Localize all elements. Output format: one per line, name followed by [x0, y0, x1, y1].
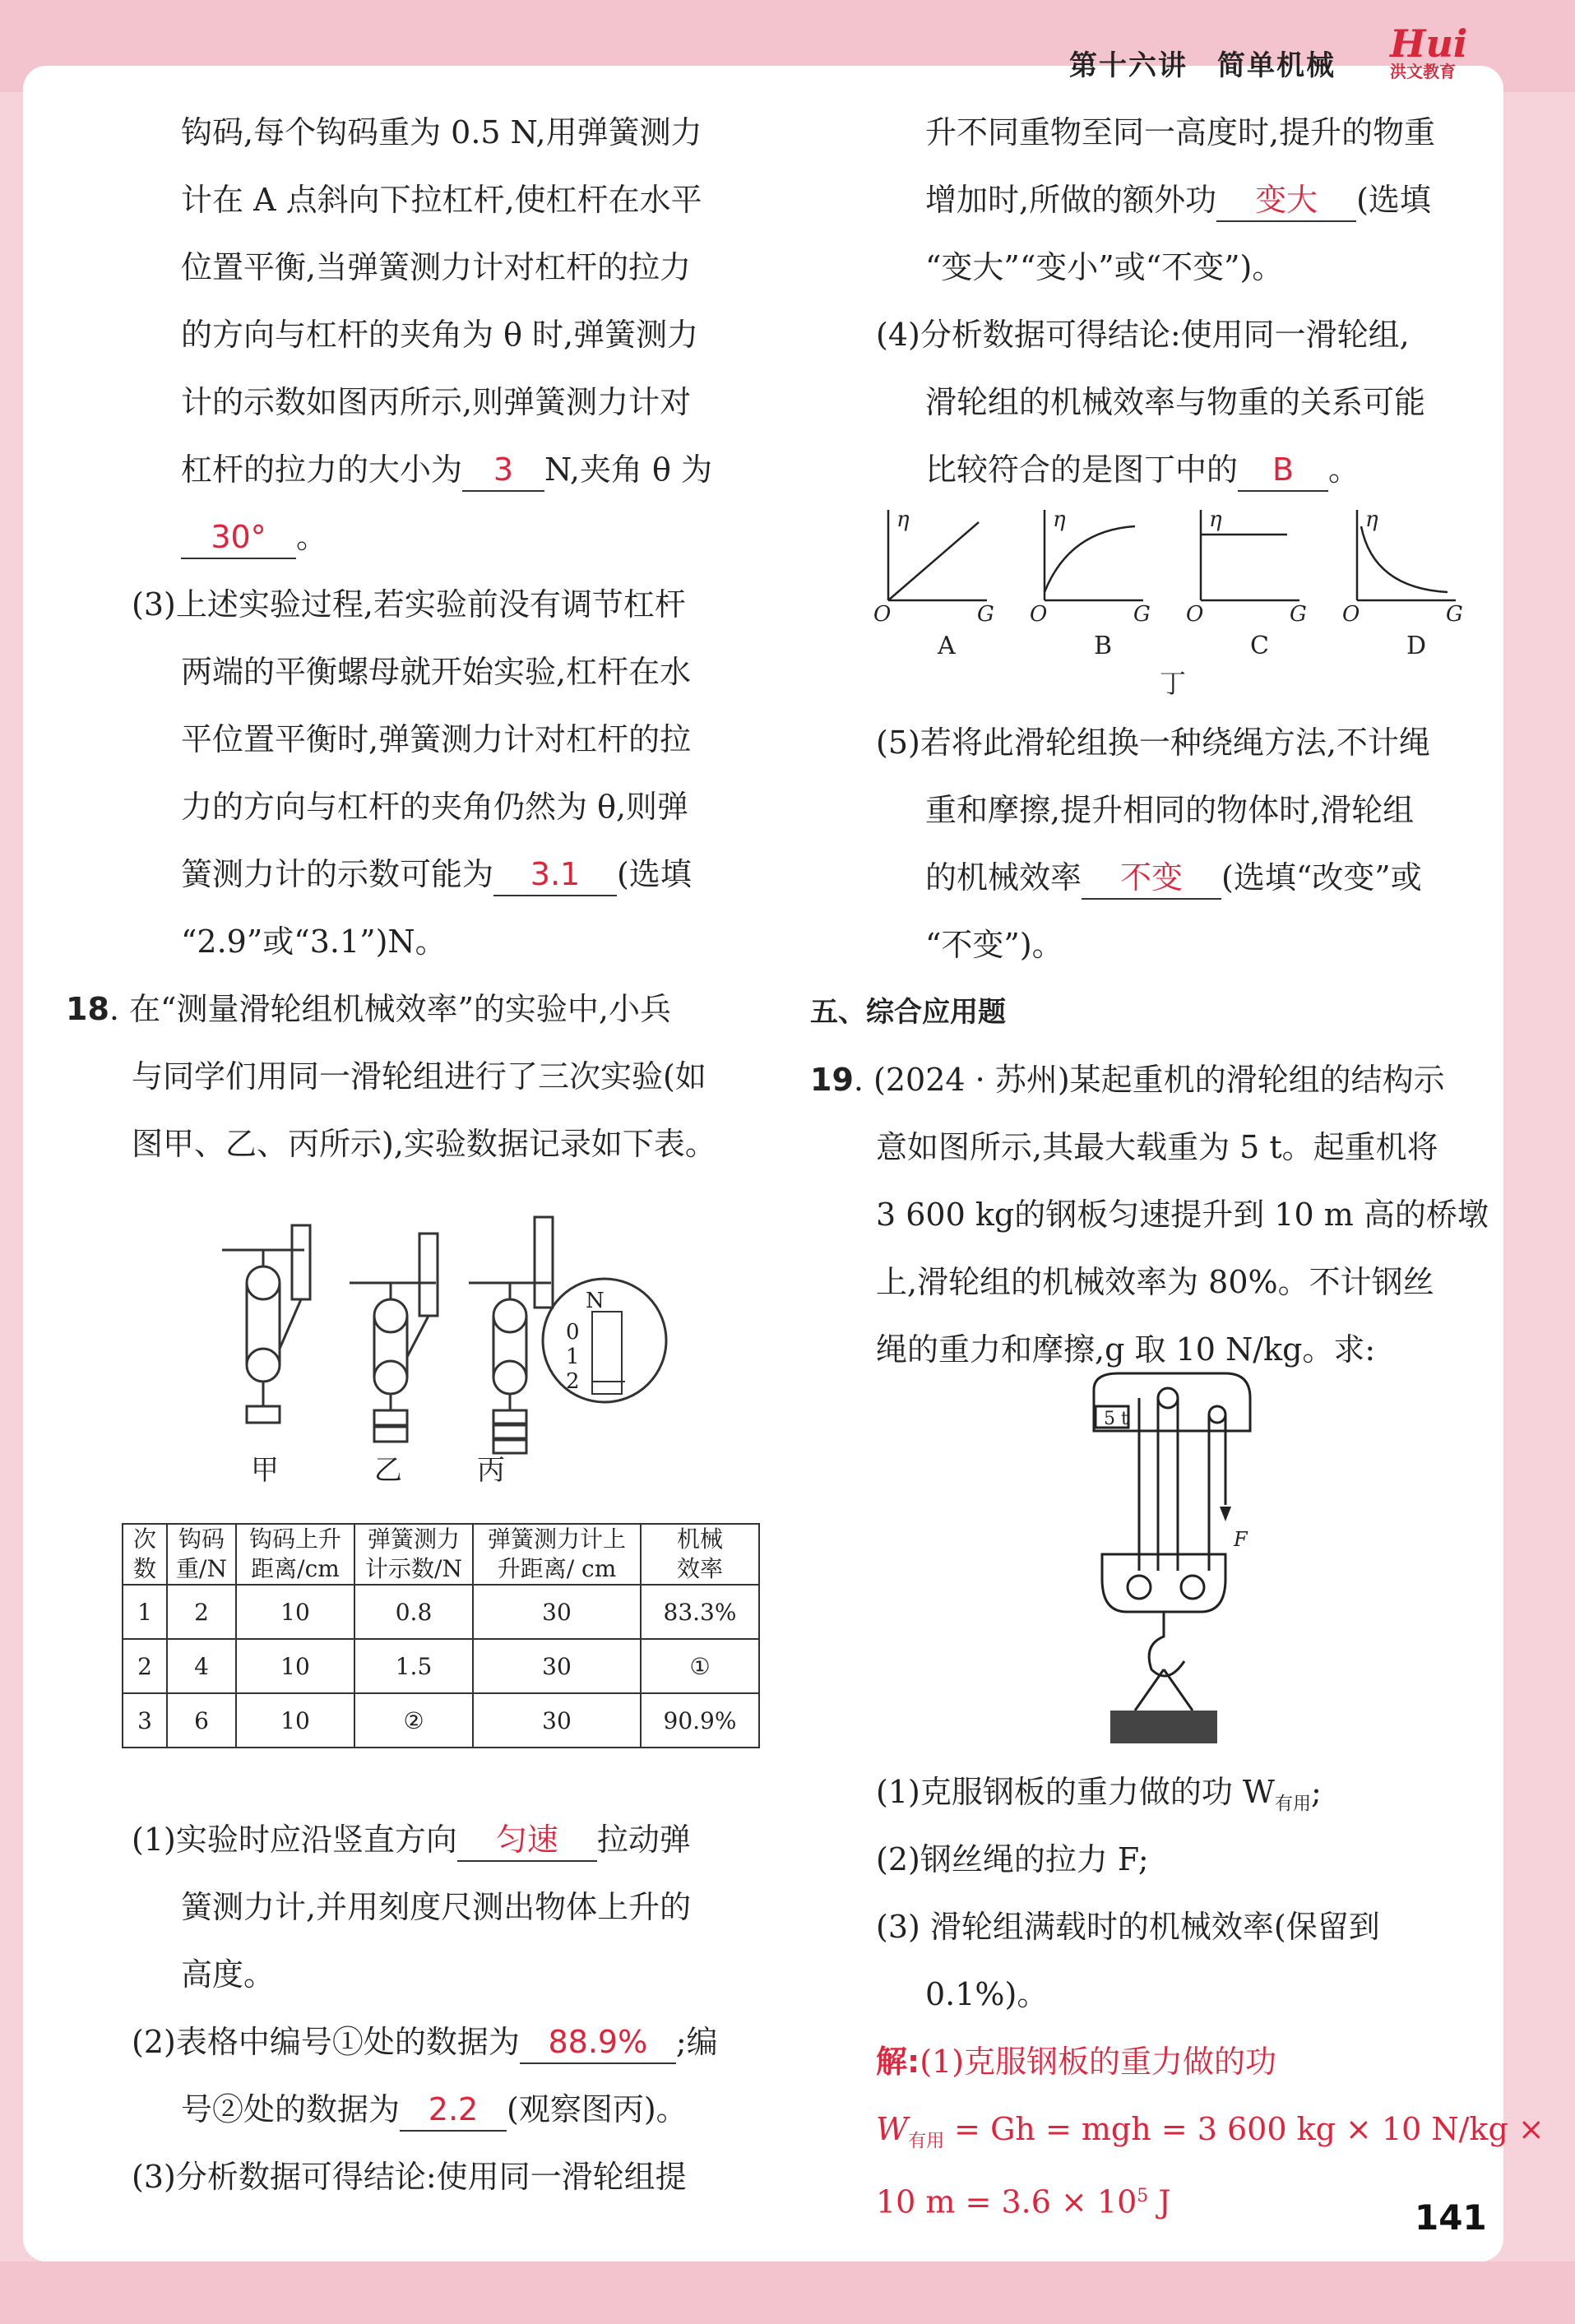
text: 号②处的数据为 — [181, 2091, 401, 2127]
header-text: 钩码上升 — [248, 1525, 341, 1553]
table-cell: 90.9% — [641, 1693, 759, 1748]
header-cell — [123, 1524, 167, 1585]
table-cell: ① — [641, 1639, 759, 1693]
text-line: 图甲、乙、丙所示),实验数据记录如下表。 — [132, 1126, 716, 1162]
text: 。 — [296, 519, 328, 555]
subscript: 有用 — [1274, 1794, 1311, 1815]
table-cell: 3 — [123, 1693, 167, 1748]
origin-label: O — [1186, 602, 1204, 627]
superscript: 5 — [1137, 2186, 1149, 2206]
figure-label-bing: 丙 — [477, 1454, 505, 1487]
text-line: (2)钢丝绳的拉力 F; — [876, 1841, 1149, 1877]
left-column — [66, 99, 748, 1178]
text: . (2024 · 苏州)某起重机的滑轮组的结构示 — [853, 1062, 1445, 1098]
text-line — [66, 436, 748, 503]
figure-label-yi: 乙 — [374, 1454, 402, 1487]
header-text: 次 — [132, 1525, 156, 1553]
table-cell: 0.8 — [354, 1585, 473, 1639]
table-cell: 1.5 — [354, 1639, 473, 1693]
axis-label: η — [1365, 507, 1378, 532]
answer-blank: 88.9% — [520, 2021, 676, 2064]
graph-caption: 丁 — [1160, 668, 1187, 699]
text-line: 计的示数如图丙所示,则弹簧测力计对 — [181, 384, 692, 420]
left-column-lower — [66, 1806, 748, 2211]
header-cell — [354, 1524, 473, 1585]
table-cell: 4 — [167, 1639, 236, 1693]
text: 比较符合的是图丁中的 — [925, 451, 1239, 488]
axis-label: G — [977, 602, 994, 627]
text: 拉动弹 — [596, 1822, 691, 1858]
text-line: “不变”)。 — [925, 927, 1063, 963]
table-cell: 2 — [167, 1585, 236, 1639]
axis-label: G — [1446, 602, 1463, 627]
text-line: “变大”“变小”或“不变”)。 — [925, 249, 1284, 285]
header-text: 机械 — [676, 1525, 723, 1553]
text-line — [66, 840, 748, 908]
text-line: 重和摩擦,提升相同的物体时,滑轮组 — [925, 792, 1415, 828]
graph-label: C — [1250, 632, 1269, 660]
graphs-ding — [872, 502, 1497, 699]
text: 簧测力计的示数可能为 — [181, 856, 494, 892]
pulley-figures — [214, 1201, 674, 1472]
text-line — [66, 503, 748, 571]
experiment-table — [122, 1523, 760, 1748]
axis-label: η — [1209, 507, 1222, 532]
text: (1)克服钢板的重力做的功 W — [876, 1774, 1275, 1810]
header-text: 距离/cm — [251, 1555, 340, 1582]
figure-label-jia: 甲 — [251, 1454, 279, 1487]
answer-blank: 变大 — [1216, 179, 1356, 222]
text-line — [66, 2076, 748, 2143]
table-row — [123, 1693, 759, 1748]
force-label: F — [1234, 1528, 1248, 1551]
text-line: 滑轮组的机械效率与物重的关系可能 — [925, 384, 1426, 420]
text-line: 高度。 — [181, 1956, 276, 1993]
graph-label: B — [1094, 632, 1113, 660]
header-text: 弹簧测力 — [367, 1525, 460, 1553]
table-cell: 6 — [167, 1693, 236, 1748]
header-cell — [641, 1524, 759, 1585]
axis-label: η — [1053, 507, 1066, 532]
text-line: (3)上述实验过程,若实验前没有调节杠杆 — [132, 586, 686, 623]
text-line — [810, 166, 1493, 234]
text: (选填“改变”或 — [1221, 859, 1422, 896]
text-line: 3 600 kg的钢板匀速提升到 10 m 高的桥墩 — [876, 1197, 1489, 1233]
text: 10 m = 3.6 × 10 — [876, 2183, 1137, 2220]
axis-label: η — [896, 507, 910, 532]
solution-label: 解: — [876, 2044, 920, 2080]
table-cell: 30 — [473, 1693, 641, 1748]
answer-blank: 不变 — [1082, 857, 1221, 900]
answer-blank: 3.1 — [493, 854, 617, 896]
text: W — [876, 2111, 909, 2147]
scale-tick: 2 — [566, 1369, 580, 1394]
table-cell: 2 — [123, 1639, 167, 1693]
graph-label: D — [1406, 632, 1427, 660]
publisher-logo — [1390, 21, 1480, 82]
answer-blank: 30° — [181, 516, 296, 559]
text-line: (4)分析数据可得结论:使用同一滑轮组, — [876, 317, 1410, 353]
header-text: 计示数/N — [365, 1555, 462, 1582]
text: (1)克服钢板的重力做的功 — [920, 2044, 1277, 2080]
text-line: “2.9”或“3.1”)N。 — [181, 924, 447, 960]
table-row — [123, 1639, 759, 1693]
header-cell — [167, 1524, 236, 1585]
question-number: 18 — [66, 991, 109, 1027]
logo-sub: 洪文教育 — [1390, 62, 1456, 81]
table-row — [123, 1585, 759, 1639]
crane-figure — [1077, 1365, 1267, 1752]
question-number: 19 — [810, 1062, 854, 1098]
text-line: (3)分析数据可得结论:使用同一滑轮组提 — [132, 2159, 687, 2195]
origin-label: O — [1342, 602, 1360, 627]
answer-blank: B — [1238, 449, 1328, 492]
table-cell: 30 — [473, 1639, 641, 1693]
text: ;编 — [675, 2024, 718, 2060]
text-line: 绳的重力和摩擦,g 取 10 N/kg。求: — [876, 1331, 1376, 1368]
answer-blank: 2.2 — [400, 2089, 507, 2132]
table-cell: 10 — [236, 1693, 354, 1748]
text-line: 的方向与杠杆的夹角为 θ 时,弹簧测力 — [181, 317, 699, 353]
table-cell: 83.3% — [641, 1585, 759, 1639]
text: (选填 — [1356, 182, 1431, 218]
text-line: 钩码,每个钩码重为 0.5 N,用弹簧测力 — [181, 114, 702, 150]
section-title: 五、综合应用题 — [810, 996, 1006, 1029]
text: (选填 — [617, 856, 692, 892]
header-text: 重/N — [176, 1555, 227, 1582]
table-header-row — [123, 1524, 759, 1585]
text: 杠杆的拉力的大小为 — [181, 451, 463, 488]
chapter-title: 第十六讲 简单机械 — [1069, 49, 1336, 82]
header-cell — [473, 1524, 641, 1585]
answer-blank: 匀速 — [457, 1819, 597, 1862]
question-19 — [810, 1046, 1493, 1113]
scale-tick: 1 — [566, 1345, 580, 1369]
text-line: 平位置平衡时,弹簧测力计对杠杆的拉 — [181, 721, 692, 757]
text: . 在“测量滑轮组机械效率”的实验中,小兵 — [109, 991, 671, 1027]
header-cell — [236, 1524, 354, 1585]
right-column-lower — [810, 1758, 1545, 2230]
logo-text: Hui — [1390, 21, 1468, 66]
text-line — [66, 2008, 748, 2076]
solution-line — [810, 2163, 1493, 2230]
origin-label: O — [1030, 602, 1048, 627]
header-text: 升距离/ cm — [497, 1555, 617, 1582]
graph-label: A — [938, 632, 956, 660]
text: J — [1148, 2183, 1171, 2220]
text: (观察图丙)。 — [507, 2091, 688, 2127]
text-line: 升不同重物至同一高度时,提升的物重 — [925, 114, 1436, 150]
right-column — [810, 99, 1493, 503]
text: 的机械效率 — [925, 859, 1082, 896]
solution-line — [810, 2028, 1493, 2095]
answer-blank: 3 — [462, 449, 544, 492]
text-line: 意如图所示,其最大载重为 5 t。起重机将 — [876, 1129, 1438, 1165]
text-line: 位置平衡,当弹簧测力计对杠杆的拉力 — [181, 249, 692, 285]
text-line: 簧测力计,并用刻度尺测出物体上升的 — [181, 1889, 692, 1925]
text-line — [810, 1758, 1493, 1826]
text-line: 与同学们用同一滑轮组进行了三次实验(如 — [132, 1058, 706, 1095]
text-line: 上,滑轮组的机械效率为 80%。不计钢丝 — [876, 1264, 1434, 1300]
header-text: 效率 — [676, 1555, 723, 1582]
text-line: 0.1%)。 — [925, 1976, 1049, 2012]
text-line — [66, 1806, 748, 1873]
axis-label: G — [1290, 602, 1307, 627]
table-cell: 10 — [236, 1639, 354, 1693]
header-text: 弹簧测力计上 — [487, 1525, 626, 1553]
table-cell: 1 — [123, 1585, 167, 1639]
header-text: 钩码 — [178, 1525, 225, 1553]
text: N,夹角 θ 为 — [544, 451, 712, 488]
text-line: 两端的平衡螺母就开始实验,杠杆在水 — [181, 654, 692, 690]
page-number: 141 — [1415, 2197, 1487, 2238]
table-cell: 30 — [473, 1585, 641, 1639]
text-line: 计在 A 点斜向下拉杠杆,使杠杆在水平 — [181, 182, 702, 218]
text: 。 — [1328, 451, 1360, 488]
text-line: (5)若将此滑轮组换一种绕绳方法,不计绳 — [876, 725, 1430, 761]
text-line: (3) 滑轮组满载时的机械效率(保留到 — [876, 1909, 1380, 1945]
text: 增加时,所做的额外功 — [925, 182, 1217, 218]
header-text: 数 — [132, 1555, 156, 1582]
solution-line — [810, 2095, 1545, 2163]
text-line: 力的方向与杠杆的夹角仍然为 θ,则弹 — [181, 789, 689, 825]
page-footer — [0, 2262, 1575, 2324]
text: ; — [1310, 1774, 1322, 1810]
text: = Gh = mgh = 3 600 kg × 10 N/kg × — [944, 2111, 1545, 2147]
scale-tick: 0 — [566, 1320, 580, 1345]
text-line — [810, 436, 1493, 503]
scale-unit: N — [586, 1289, 605, 1313]
table-cell: ② — [354, 1693, 473, 1748]
right-column-middle — [810, 709, 1493, 1383]
origin-label: O — [873, 602, 892, 627]
table-cell: 10 — [236, 1585, 354, 1639]
subscript: 有用 — [908, 2131, 945, 2152]
text: (1)实验时应沿竖直方向 — [132, 1822, 457, 1858]
question-18 — [66, 975, 748, 1043]
text: (2)表格中编号①处的数据为 — [132, 2024, 520, 2060]
capacity-label: 5 t — [1104, 1409, 1128, 1429]
axis-label: G — [1133, 602, 1151, 627]
text-line — [810, 844, 1493, 911]
